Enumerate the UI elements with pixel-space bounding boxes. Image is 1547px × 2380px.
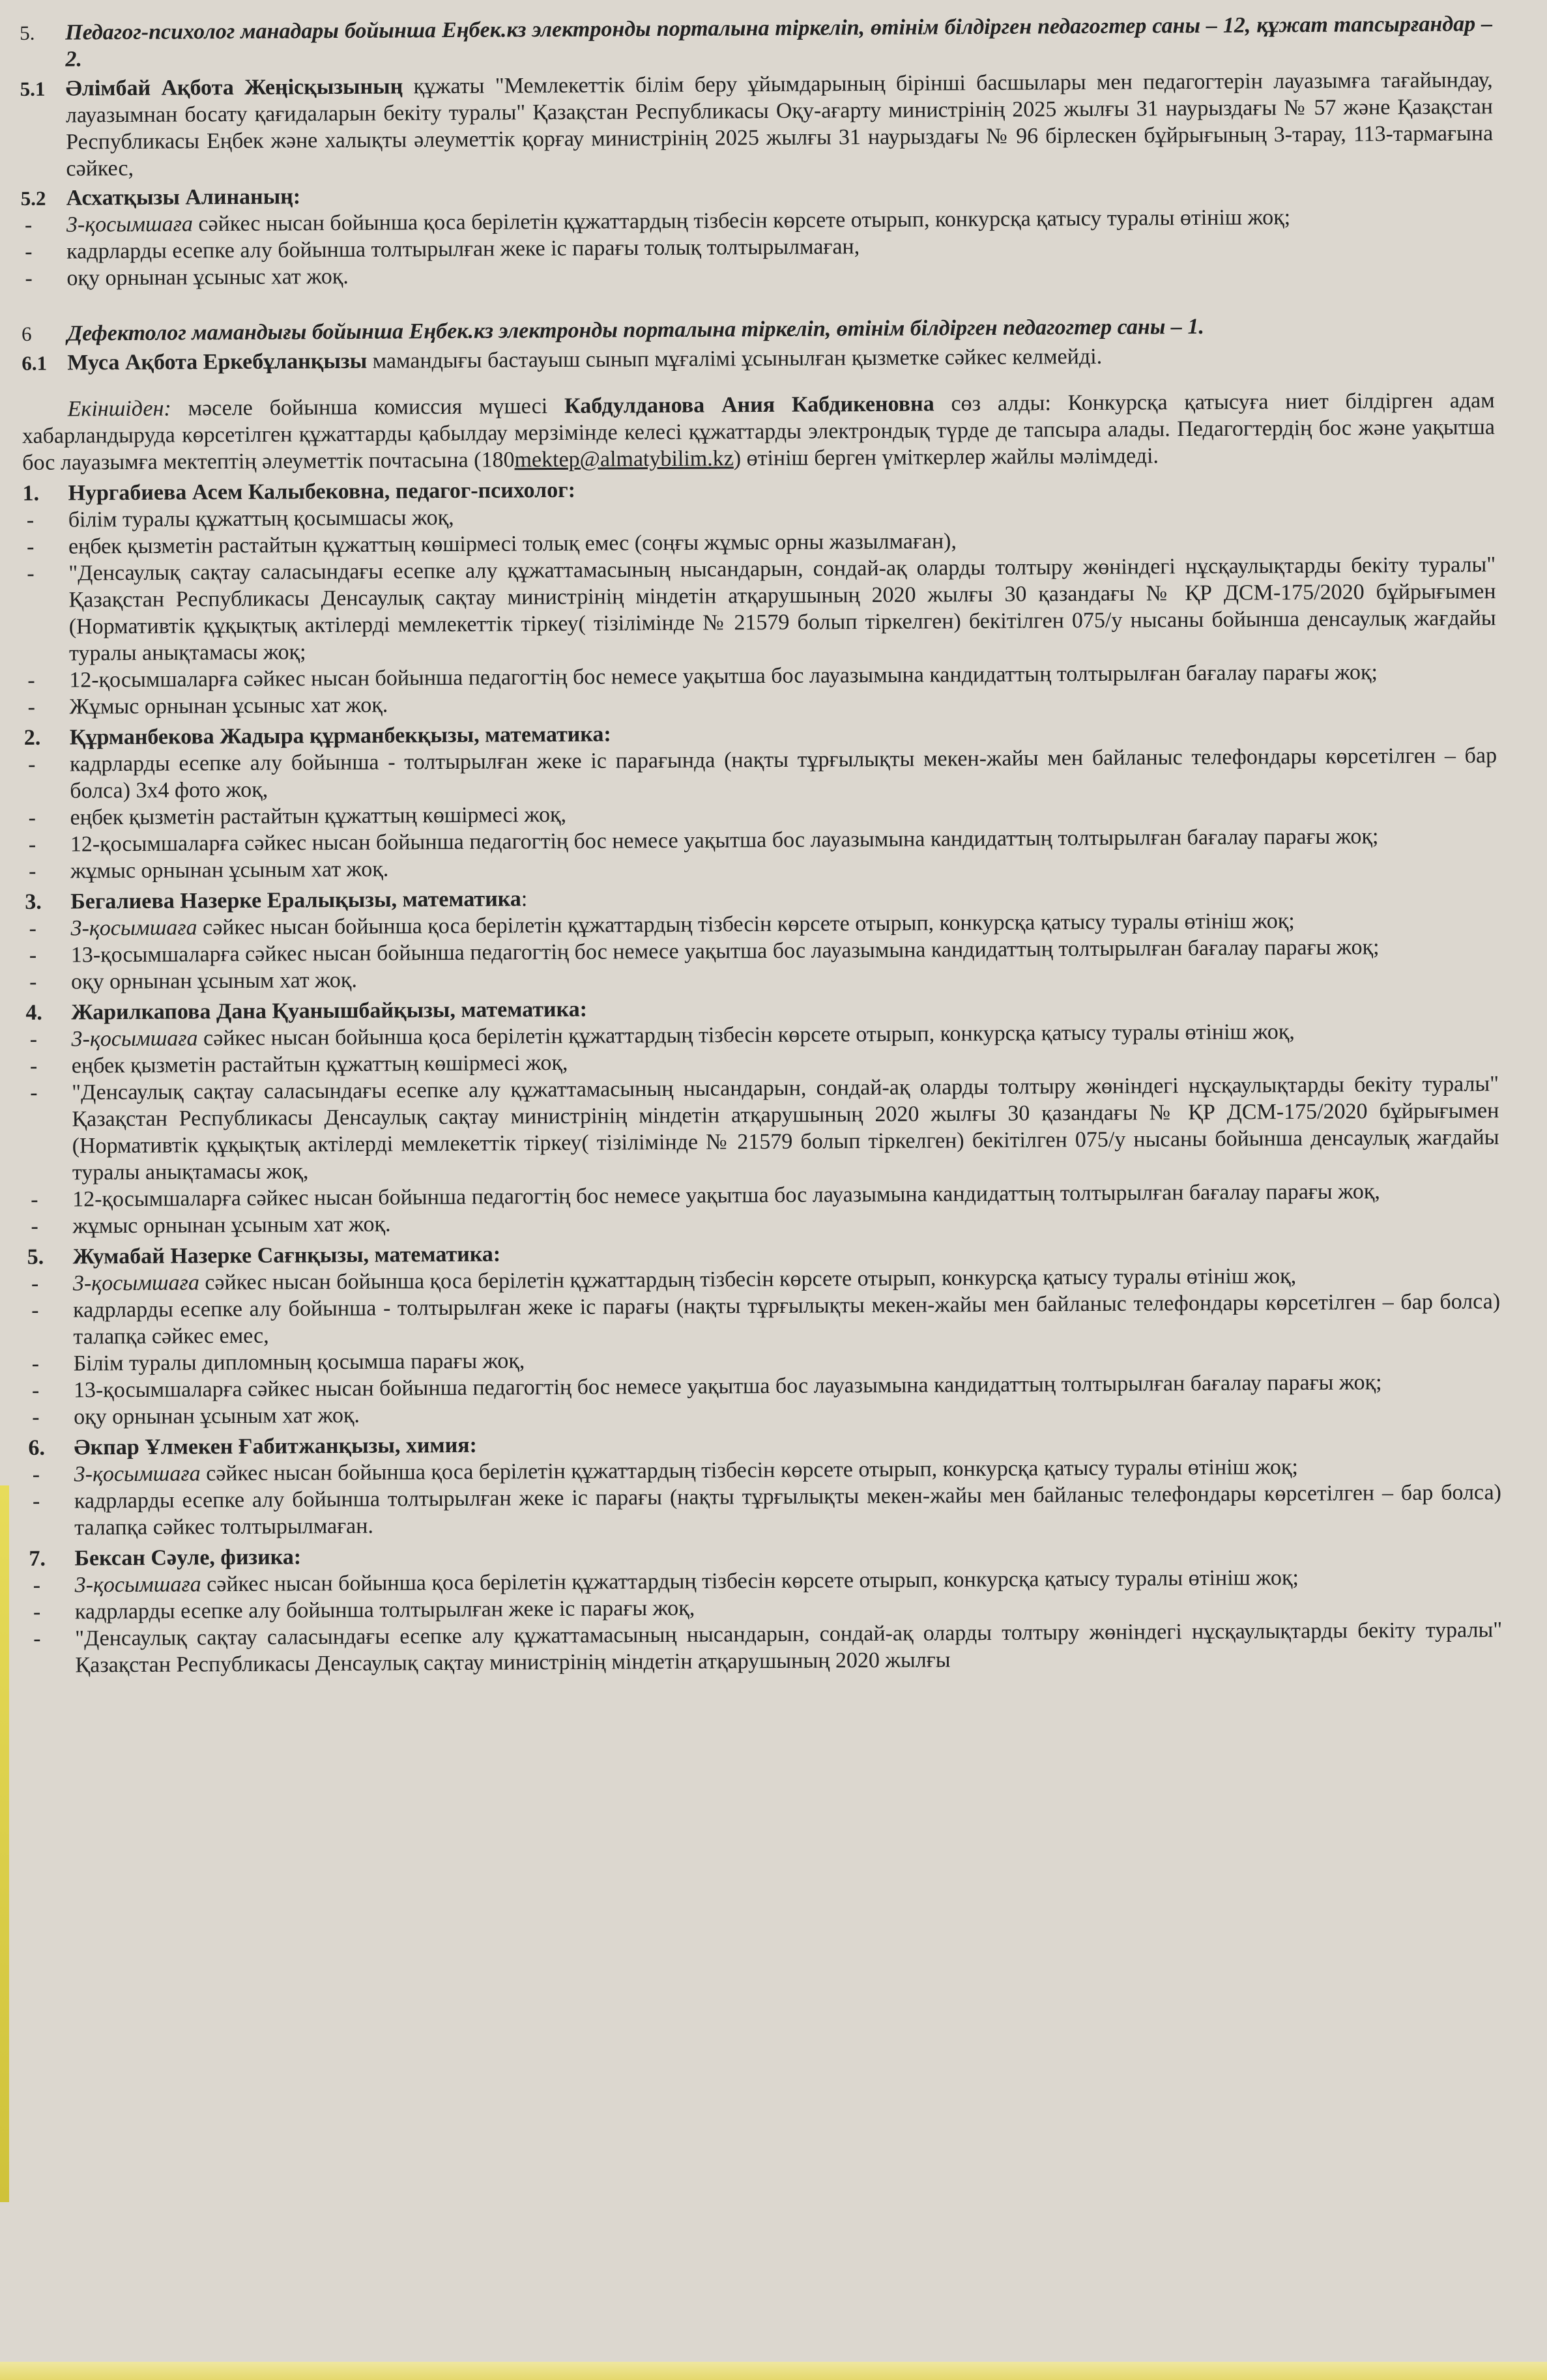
list-item-text: "Денсаулық сақтау саласындағы есепке алу құжаттамасының нысандарын, сондай-ақ оларды толтыру жөніндегі нұсқаулықтарды бекіту туралы" Қазақстан Республикасы Денсаулық сақтау министрінің міндетін атқарушының 2020 жылғы [75,1618,1503,1678]
bullet-dash: - [28,832,36,857]
secondly-paragraph: Екіншіден: мәселе бойынша комиссия мүшесі Кабдулданова Ания Кабдикеновна сөз алды: Конкурсқа қатысуға ниет білдірген адам хабарландыруда көрсетілген құжаттарды қабылдау мерзімінде келесі құжаттарды электрондық түрде де тапсыра алады. Педагогтердің бос және уақытша бос лауазымға мектептің әлеуметтік почтасына (180mektep@almatybilim.kz) өтініш берген үміткерлер жайлы мәлімдеді. [22,388,1496,475]
requirement-list [23,498,1497,721]
list-item-text: 3-қосымшаға сәйкес нысан бойынша қоса берілетін құжаттардың тізбесін көрсете отырып, конкурсқа қатысу туралы өтініш жоқ; [74,1455,1298,1487]
list-item-text: "Денсаулық сақтау саласындағы есепке алу құжаттамасының нысандарын, сондай-ақ оларды толтыру жөніндегі нұсқаулықтарды бекіту туралы" Қазақстан Республикасы Денсаулық сақтау министрінің міндетін атқарушының 2020 жылғы 30 қазандағы № ҚР ДСМ-175/2020 бұйрығымен (Нормативтік құқықтық актілерді мемлекеттік тіркеу( тізілімінде № 21579 болып тіркелген) бекітілген 075/у нысаны бойынша денсаулық жағдайы туралы анықтамасы жоқ, [72,1072,1499,1185]
email-link[interactable]: mektep@almatybilim.kz [514,446,734,472]
bullet-dash: - [26,534,35,559]
requirement-list [25,1017,1499,1240]
bullet-dash: - [25,266,33,291]
appendix-reference: 3-қосымшаға [70,915,197,941]
appendix-reference: 3-қосымшаға [72,1270,200,1296]
candidate-block [25,990,1499,1240]
requirement-list [27,1261,1501,1431]
list-item [24,742,1497,805]
subsection-5-1 [20,66,1494,182]
appendix-reference: 3-қосымшаға [74,1572,201,1598]
list-item-text: жұмыс орнынан ұсыным хат жоқ. [70,857,389,883]
yellow-binder-edge [0,1485,9,2202]
subsection-body: Муса Ақбота Еркебұланқызы мамандығы бастауыш сынып мұғалімі ұсынылған қызметке сәйкес келмейді. [67,344,1103,375]
bullet-dash: - [32,1489,40,1513]
requirement-list [21,203,1494,292]
list-item [29,1479,1501,1541]
candidate-name: Асхатқызы Алинаның: [66,184,301,210]
bullet-dash: - [31,1378,40,1403]
list-item-text: 12-қосымшаларға сәйкес нысан бойынша педагогтің бос немесе уақытша бос лауазымына кандидаттың толтырылған бағалау парағы жоқ; [70,824,1379,857]
appendix-reference: 3-қосымшаға [74,1461,201,1487]
subsection-number: 5.1 [20,77,46,100]
bullet-dash: - [33,1599,41,1624]
list-item-text: 3-қосымшаға сәйкес нысан бойынша қоса берілетін құжаттардың тізбесін көрсете отырып, конкурсқа қатысу туралы өтініш жоқ, [72,1264,1297,1296]
candidate-number: 1. [22,481,40,506]
list-item-text: 13-қосымшаларға сәйкес нысан бойынша педагогтің бос немесе уақытша бос лауазымына кандидаттың толтырылған бағалау парағы жоқ; [73,1370,1382,1403]
section-number: 6 [21,322,32,345]
list-item-text: жұмыс орнынан ұсыным хат жоқ. [72,1212,391,1239]
list-item-text: кадрларды есепке алу бойынша - толтырылған жеке іс парағында (нақты тұрғылықты мекен-жайы мен байланыс телефондары көрсетілген – бар болса) 3х4 фото жоқ, [69,743,1497,803]
section-number: 5. [20,21,35,44]
list-item-text: оқу орнынан ұсыным хат жоқ. [74,1403,360,1429]
bullet-dash: - [24,212,33,237]
candidate-name: Әкпар Ұлмекен Ғабитжанқызы, химия: [74,1433,478,1460]
subsection-number: 5.2 [20,186,46,210]
list-item-text: еңбек қызметін растайтын құжаттың көшірмесі жоқ, [71,1050,568,1078]
list-item-text: Білім туралы дипломның қосымша парағы жоқ, [73,1349,525,1376]
list-item-text: кадрларды есепке алу бойынша толтырылған жеке іс парағы (нақты тұрғылықты мекен-жайы мен байланыс телефондары көрсетілген – бар болса) талапқа сәйкес толтырылмаған. [74,1480,1502,1540]
list-item-text: еңбек қызметін растайтын құжаттың көшірмесі толық емес (соңғы жұмыс орны жазылмаған), [68,529,957,559]
bullet-dash: - [27,668,35,693]
section-title: Педагог-психолог манадары бойынша Еңбек.кз электронды порталына тіркеліп, өтінім білдірген педагогтер саны – 12, құжат тапсырғандар – 2. [65,12,1493,72]
candidate-name: Бексан Сәуле, физика: [74,1545,302,1571]
candidate-name: Жумабай Назерке Сағнқызы, математика: [72,1242,501,1269]
bullet-dash: - [31,1187,38,1212]
bullet-dash: - [31,1351,40,1376]
candidate-block [27,1235,1501,1431]
yellow-folder-bottom [0,2362,1547,2380]
requirement-list [29,1563,1503,1679]
document-page [20,4,1507,2358]
subsection-6-1 [22,341,1494,377]
bullet-dash: - [33,1573,41,1598]
candidate-name: Нургабиева Асем Калыбековна, педагог-психолог: [68,478,576,506]
bullet-dash: - [29,916,37,941]
bullet-dash: - [25,239,33,264]
candidate-name: Муса Ақбота Еркебұланқызы [67,349,368,375]
bullet-dash: - [30,1080,38,1105]
list-item-text: оқу орнынан ұсыным хат жоқ. [70,968,358,994]
bullet-dash: - [32,1462,40,1487]
candidate-name: Құрманбекова Жадыра құрманбекқызы, математика: [69,722,611,750]
requirement-list [29,1452,1502,1541]
list-item-text: 13-қосымшаларға сәйкес нысан бойынша педагогтің бос немесе уақытша бос лауазымына кандидаттың толтырылған бағалау парағы жоқ; [70,935,1380,968]
subsection-number: 6.1 [22,351,48,375]
candidate-number: 4. [25,1000,42,1025]
candidate-name: Жарилкапова Дана Қуанышбайқызы, математика: [71,997,588,1025]
bullet-dash: - [27,561,35,586]
commission-member-name: Кабдулданова Ания Кабдикеновна [564,392,934,418]
bullet-dash: - [28,805,36,830]
list-item-text: 3-қосымшаға сәйкес нысан бойынша қоса берілетін құжаттардың тізбесін көрсете отырып, конкурсқа қатысу туралы өтініш жоқ; [66,205,1291,237]
list-item-text: еңбек қызметін растайтын құжаттың көшірмесі жоқ, [70,802,567,830]
candidate-block [29,1536,1502,1679]
appendix-reference: 3-қосымшаға [66,212,194,237]
list-item-text: кадрларды есепке алу бойынша толтырылған жеке іс парағы жоқ, [74,1596,695,1624]
requirement-list [24,742,1497,885]
candidate-number: 3. [25,889,42,914]
bullet-dash: - [28,859,36,883]
candidate-name: Әлімбай Ақбота Жеңісқызының [65,74,403,101]
bullet-dash: - [31,1298,39,1323]
bullet-dash: - [26,508,35,532]
list-item-text: 12-қосымшаларға сәйкес нысан бойынша педагогтің бос немесе уақытша бос лауазымына кандидаттың толтырылған бағалау парағы жоқ, [72,1179,1380,1212]
bullet-dash: - [31,1214,38,1239]
candidate-block [22,471,1496,721]
candidate-name: Бегалиева Назерке Ералықызы, математика [70,887,521,914]
candidate-list [22,471,1502,1679]
list-item [29,1616,1502,1679]
bullet-dash: - [29,1054,38,1078]
list-item [26,1070,1499,1186]
list-item-text: кадрларды есепке алу бойынша толтырылған жеке іс парағы толық толтырылмаған, [66,235,860,264]
candidate-number: 7. [29,1546,46,1571]
paragraph-lead: Екіншіден: [67,396,171,422]
list-item-text: Жұмыс орнынан ұсыныс хат жоқ. [69,693,388,719]
candidate-name-tail: : [521,887,528,911]
list-item-text: 12-қосымшаларға сәйкес нысан бойынша педагогтің бос немесе уақытша бос лауазымына кандидаттың толтырылған бағалау парағы жоқ; [69,660,1378,693]
bullet-dash: - [31,1271,39,1296]
candidate-block [24,715,1497,885]
bullet-dash: - [33,1626,41,1651]
section-title: Дефектолог мамандығы бойынша Еңбек.кз электронды порталына тіркеліп, өтінім білдірген педагогтер саны – 1. [66,314,1205,346]
appendix-reference: 3-қосымшаға [71,1026,198,1052]
candidate-number: 2. [23,725,41,750]
candidate-number: 5. [27,1244,44,1269]
bullet-dash: - [29,969,37,994]
bullet-dash: - [29,943,37,968]
list-item-text: "Денсаулық сақтау саласындағы есепке алу құжаттамасының нысандарын, сондай-ақ оларды толтыру жөніндегі нұсқаулықтарды бекіту туралы" Қазақстан Республикасы Денсаулық сақтау министрінің міндетін атқарушының 2020 жылғы 30 қазандағы № ҚР ДСМ-175/2020 бұйрығымен (Нормативтік құқықтық актілерді мемлекеттік тіркеу( тізілімінде № 21579 болып тіркелген) бекітілген 075/у нысаны бойынша денсаулық жағдайы туралы анықтамасы жоқ; [68,552,1496,666]
list-item-text: білім туралы құжаттың қосымшасы жоқ, [68,505,454,532]
list-item-text: 3-қосымшаға сәйкес нысан бойынша қоса берілетін құжаттардың тізбесін көрсете отырып, конкурсқа қатысу туралы өтініш жоқ; [70,909,1295,941]
requirement-list [25,906,1498,996]
list-item-text: 3-қосымшаға сәйкес нысан бойынша қоса берілетін құжаттардың тізбесін көрсете отырып, конкурсқа қатысу туралы өтініш жоқ; [74,1566,1299,1598]
bullet-dash: - [27,695,35,719]
section-6 [22,311,1494,377]
list-item [23,551,1496,667]
bullet-dash: - [29,1027,38,1052]
list-item-text: оқу орнынан ұсыныс хат жоқ. [66,264,349,291]
bullet-dash: - [32,1405,40,1429]
list-item-text: кадрларды есепке алу бойынша - толтырылған жеке іс парағы (нақты тұрғылықты мекен-жайы мен байланыс телефондары көрсетілген – бар болса) талапқа сәйкес емес, [73,1289,1501,1349]
bullet-dash: - [27,752,36,777]
candidate-block [25,880,1498,996]
section-5 [20,10,1494,292]
candidate-block [28,1426,1501,1541]
list-item-text: 3-қосымшаға сәйкес нысан бойынша қоса берілетін құжаттардың тізбесін көрсете отырып, конкурсқа қатысу туралы өтініш жоқ, [71,1020,1295,1052]
candidate-number: 6. [28,1435,46,1460]
subsection-body: Әлімбай Ақбота Жеңісқызының құжаты "Мемлекеттік білім беру ұйымдарының бірінші басшылары мен педагогтерін лауазымға тағайындау, лауазымнан босату қағидаларын бекіту туралы" Қазақстан Республикасы Оқу-ағарту министрінің 2025 жылғы 31 наурыздағы № 57 және Қазақстан Республикасы Еңбек және халықты әлеуметтік қорғау министрінің 2025 жылғы 31 наурыздағы № 96 бірлескен бұйрығының 3-тарау, 113-тармағына сәйкес, [65,68,1494,181]
list-item [27,1288,1500,1351]
